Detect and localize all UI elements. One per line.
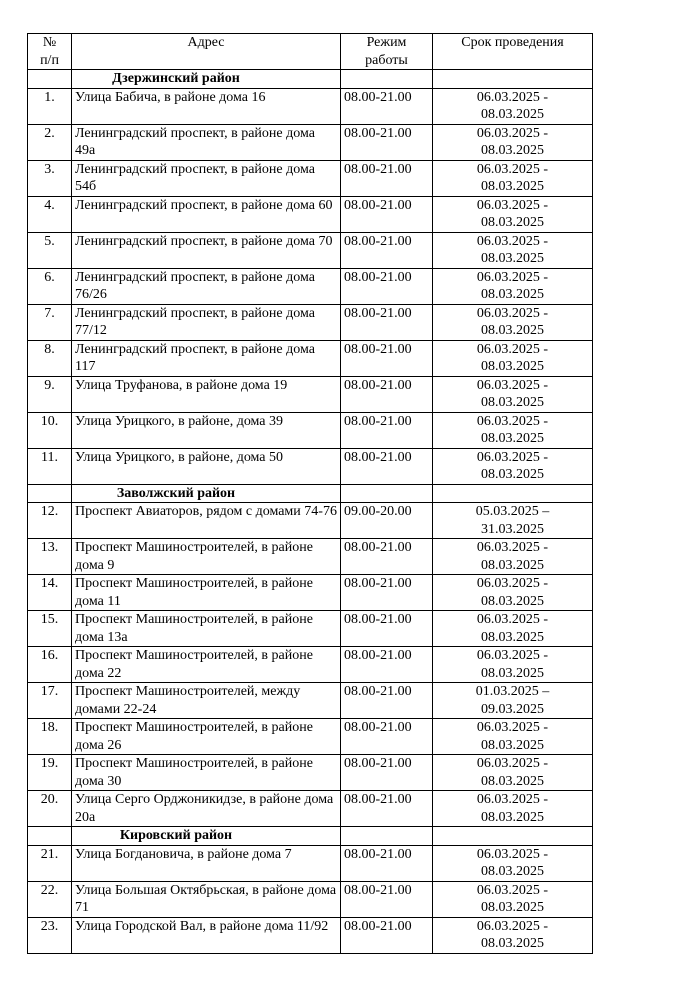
row-hours: 08.00-21.00 xyxy=(341,412,433,448)
period-from: 06.03.2025 - xyxy=(476,269,549,285)
table-row xyxy=(28,611,593,647)
period-to: 08.03.2025 xyxy=(481,809,544,825)
row-address: Ленинградский проспект, в районе дома 76/26 xyxy=(72,268,341,304)
period-from: 06.03.2025 - xyxy=(476,233,549,249)
row-hours: 08.00-21.00 xyxy=(341,448,433,484)
header-num-line2: п/п xyxy=(40,52,59,68)
row-address: Ленинградский проспект, в районе дома 60 xyxy=(72,196,341,232)
row-number: 16. xyxy=(28,647,72,683)
row-hours: 08.00-21.00 xyxy=(341,611,433,647)
row-address: Проспект Машиностроителей, в районе дома 9 xyxy=(72,539,341,575)
table-row xyxy=(28,575,593,611)
period-to: 31.03.2025 xyxy=(481,521,544,537)
row-address: Ленинградский проспект, в районе дома 77/12 xyxy=(72,304,341,340)
row-address: Проспект Машиностроителей, между домами 22-24 xyxy=(72,683,341,719)
period-to: 08.03.2025 xyxy=(481,215,544,230)
period-to: 08.03.2025 xyxy=(481,179,544,194)
table-row xyxy=(28,881,593,917)
row-hours: 08.00-21.00 xyxy=(341,268,433,304)
row-number: 18. xyxy=(28,719,72,755)
row-period xyxy=(433,232,593,268)
row-hours: 08.00-21.00 xyxy=(341,719,433,755)
row-hours: 09.00-20.00 xyxy=(341,503,433,539)
district-name: Кировский район xyxy=(72,827,341,846)
row-period xyxy=(433,917,593,953)
table-row xyxy=(28,124,593,160)
district-num-empty xyxy=(28,827,72,846)
row-hours: 08.00-21.00 xyxy=(341,881,433,917)
period-from: 06.03.2025 - xyxy=(476,377,549,393)
period-from: 06.03.2025 - xyxy=(476,305,549,321)
period-to: 08.03.2025 xyxy=(481,143,544,158)
row-address: Ленинградский проспект, в районе дома 70 xyxy=(72,232,341,268)
period-to: 09.03.2025 xyxy=(481,701,544,717)
period-from: 06.03.2025 - xyxy=(476,89,549,105)
period-to: 08.03.2025 xyxy=(481,107,544,122)
row-address: Улица Большая Октябрьская, в районе дома 71 xyxy=(72,881,341,917)
period-from: 06.03.2025 - xyxy=(476,846,549,862)
period-to: 08.03.2025 xyxy=(481,737,544,753)
period-to: 08.03.2025 xyxy=(481,323,544,338)
row-address: Ленинградский проспект, в районе дома 54б xyxy=(72,160,341,196)
table-row xyxy=(28,232,593,268)
header-hours-line1: Режим xyxy=(366,35,407,50)
row-hours: 08.00-21.00 xyxy=(341,340,433,376)
row-period xyxy=(433,683,593,719)
row-period xyxy=(433,647,593,683)
header-num-line1: № xyxy=(42,35,57,50)
period-to: 08.03.2025 xyxy=(481,593,544,609)
table-row xyxy=(28,376,593,412)
row-number: 23. xyxy=(28,917,72,953)
district-row xyxy=(28,827,593,846)
district-name: Дзержинский район xyxy=(72,70,341,89)
row-period xyxy=(433,845,593,881)
period-to: 08.03.2025 xyxy=(481,665,544,681)
district-period-empty xyxy=(433,827,593,846)
row-number: 6. xyxy=(28,268,72,304)
row-number: 1. xyxy=(28,88,72,124)
district-num-empty xyxy=(28,484,72,503)
period-from: 06.03.2025 - xyxy=(476,161,549,177)
row-hours: 08.00-21.00 xyxy=(341,683,433,719)
period-from: 06.03.2025 - xyxy=(476,756,549,771)
period-to: 08.03.2025 xyxy=(481,864,544,879)
row-hours: 08.00-21.00 xyxy=(341,845,433,881)
period-to: 08.03.2025 xyxy=(481,467,544,482)
period-to: 08.03.2025 xyxy=(481,900,544,915)
row-address: Проспект Машиностроителей, в районе дома 26 xyxy=(72,719,341,755)
district-period-empty xyxy=(433,484,593,503)
period-from: 06.03.2025 - xyxy=(476,413,549,429)
row-address: Ленинградский проспект, в районе дома 49а xyxy=(72,124,341,160)
row-period xyxy=(433,755,593,791)
row-period xyxy=(433,340,593,376)
period-from: 06.03.2025 - xyxy=(476,918,549,934)
row-period xyxy=(433,124,593,160)
district-row xyxy=(28,484,593,503)
row-number: 14. xyxy=(28,575,72,611)
period-to: 08.03.2025 xyxy=(481,395,544,410)
table-row xyxy=(28,196,593,232)
row-address: Улица Серго Орджоникидзе, в районе дома 20а xyxy=(72,791,341,827)
row-number: 15. xyxy=(28,611,72,647)
row-address: Улица Урицкого, в районе, дома 39 xyxy=(72,412,341,448)
table-row xyxy=(28,160,593,196)
row-number: 10. xyxy=(28,412,72,448)
row-number: 20. xyxy=(28,791,72,827)
row-hours: 08.00-21.00 xyxy=(341,575,433,611)
period-to: 08.03.2025 xyxy=(481,557,544,573)
table-body xyxy=(28,70,593,954)
row-number: 7. xyxy=(28,304,72,340)
row-address: Проспект Машиностроителей, в районе дома 22 xyxy=(72,647,341,683)
table-row xyxy=(28,412,593,448)
row-period xyxy=(433,791,593,827)
header-num xyxy=(28,34,72,70)
row-number: 17. xyxy=(28,683,72,719)
period-to: 08.03.2025 xyxy=(481,773,544,789)
header-address: Адрес xyxy=(72,34,341,70)
district-row xyxy=(28,70,593,89)
row-hours: 08.00-21.00 xyxy=(341,88,433,124)
table-row xyxy=(28,88,593,124)
row-address: Ленинградский проспект, в районе дома 117 xyxy=(72,340,341,376)
table-header-row xyxy=(28,34,593,70)
row-period xyxy=(433,412,593,448)
district-period-empty xyxy=(433,70,593,89)
row-period xyxy=(433,539,593,575)
row-number: 13. xyxy=(28,539,72,575)
row-address: Проспект Авиаторов, рядом с домами 74-76 xyxy=(72,503,341,539)
period-from: 06.03.2025 - xyxy=(476,648,549,663)
period-from: 06.03.2025 - xyxy=(476,882,549,898)
district-name: Заволжский район xyxy=(72,484,341,503)
period-from: 06.03.2025 - xyxy=(476,720,549,735)
header-period: Срок проведения xyxy=(433,34,593,70)
table-row xyxy=(28,539,593,575)
period-from: 06.03.2025 - xyxy=(476,612,549,627)
row-number: 21. xyxy=(28,845,72,881)
row-period xyxy=(433,575,593,611)
table-row xyxy=(28,845,593,881)
row-address: Улица Урицкого, в районе, дома 50 xyxy=(72,448,341,484)
row-hours: 08.00-21.00 xyxy=(341,196,433,232)
period-from: 06.03.2025 - xyxy=(476,341,549,357)
row-number: 19. xyxy=(28,755,72,791)
row-hours: 08.00-21.00 xyxy=(341,647,433,683)
district-hours-empty xyxy=(341,827,433,846)
row-number: 2. xyxy=(28,124,72,160)
row-address: Улица Бабича, в районе дома 16 xyxy=(72,88,341,124)
district-num-empty xyxy=(28,70,72,89)
row-hours: 08.00-21.00 xyxy=(341,160,433,196)
row-number: 5. xyxy=(28,232,72,268)
row-address: Проспект Машиностроителей, в районе дома 30 xyxy=(72,755,341,791)
row-period xyxy=(433,503,593,539)
row-number: 9. xyxy=(28,376,72,412)
row-hours: 08.00-21.00 xyxy=(341,755,433,791)
period-from: 06.03.2025 - xyxy=(476,792,549,807)
period-from: 01.03.2025 – xyxy=(475,684,550,699)
period-to: 08.03.2025 xyxy=(481,359,544,374)
district-hours-empty xyxy=(341,70,433,89)
table-row xyxy=(28,340,593,376)
row-address: Улица Труфанова, в районе дома 19 xyxy=(72,376,341,412)
table-row xyxy=(28,304,593,340)
row-number: 22. xyxy=(28,881,72,917)
row-period xyxy=(433,376,593,412)
row-hours: 08.00-21.00 xyxy=(341,539,433,575)
row-period xyxy=(433,304,593,340)
row-period xyxy=(433,448,593,484)
table-row xyxy=(28,755,593,791)
period-from: 06.03.2025 - xyxy=(476,125,549,141)
table-row xyxy=(28,719,593,755)
period-to: 08.03.2025 xyxy=(481,251,544,266)
row-hours: 08.00-21.00 xyxy=(341,917,433,953)
period-from: 06.03.2025 - xyxy=(476,197,549,213)
table-row xyxy=(28,647,593,683)
period-from: 05.03.2025 – xyxy=(475,504,550,519)
row-hours: 08.00-21.00 xyxy=(341,232,433,268)
row-number: 3. xyxy=(28,160,72,196)
period-to: 08.03.2025 xyxy=(481,629,544,645)
row-number: 12. xyxy=(28,503,72,539)
period-to: 08.03.2025 xyxy=(481,431,544,446)
row-hours: 08.00-21.00 xyxy=(341,124,433,160)
row-address: Улица Богдановича, в районе дома 7 xyxy=(72,845,341,881)
table-row xyxy=(28,448,593,484)
row-period xyxy=(433,881,593,917)
row-period xyxy=(433,611,593,647)
row-number: 8. xyxy=(28,340,72,376)
period-to: 08.03.2025 xyxy=(481,936,544,951)
header-hours-line2: работы xyxy=(365,52,408,68)
row-number: 4. xyxy=(28,196,72,232)
period-from: 06.03.2025 - xyxy=(476,576,549,591)
table-row xyxy=(28,268,593,304)
row-period xyxy=(433,196,593,232)
period-from: 06.03.2025 - xyxy=(476,540,549,555)
row-period xyxy=(433,268,593,304)
table-row xyxy=(28,791,593,827)
table-row xyxy=(28,503,593,539)
district-hours-empty xyxy=(341,484,433,503)
period-to: 08.03.2025 xyxy=(481,287,544,302)
row-period xyxy=(433,719,593,755)
row-period xyxy=(433,160,593,196)
row-hours: 08.00-21.00 xyxy=(341,304,433,340)
schedule-table xyxy=(27,33,593,954)
row-address: Проспект Машиностроителей, в районе дома 13а xyxy=(72,611,341,647)
header-hours xyxy=(341,34,433,70)
row-hours: 08.00-21.00 xyxy=(341,791,433,827)
row-number: 11. xyxy=(28,448,72,484)
table-row xyxy=(28,683,593,719)
period-from: 06.03.2025 - xyxy=(476,449,549,465)
row-address: Проспект Машиностроителей, в районе дома 11 xyxy=(72,575,341,611)
table-row xyxy=(28,917,593,953)
row-period xyxy=(433,88,593,124)
row-hours: 08.00-21.00 xyxy=(341,376,433,412)
row-address: Улица Городской Вал, в районе дома 11/92 xyxy=(72,917,341,953)
